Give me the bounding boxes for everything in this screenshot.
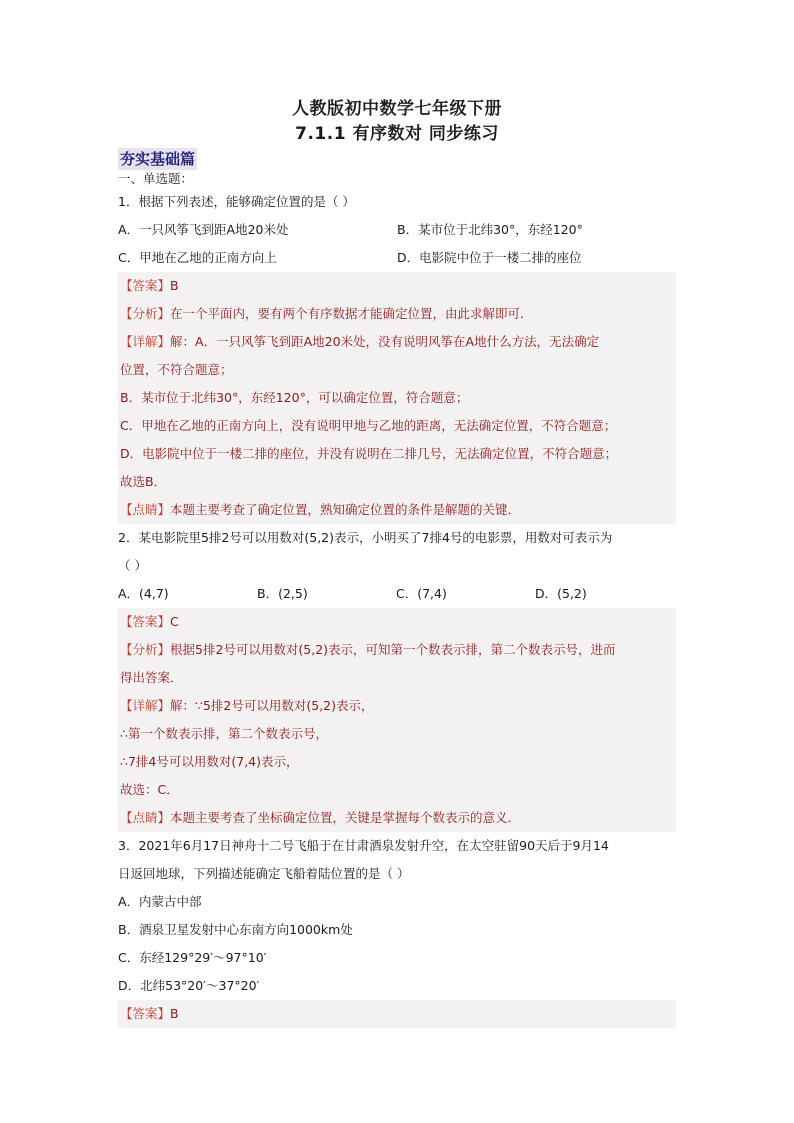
comment-text: 本题主要考查了确定位置，熟知确定位置的条件是解题的关键． <box>170 502 521 517</box>
option-c: C．(7,4) <box>396 586 447 601</box>
detail-tag: 【详解】 <box>120 698 171 713</box>
analysis-text: 根据5排2号可以用数对(5,2)表示，可知第一个数表示排，第二个数表示号，进而 <box>170 642 616 657</box>
answer-value: B <box>170 278 179 293</box>
analysis-text: 在一个平面内，要有两个有序数据才能确定位置，由此求解即可． <box>170 306 533 321</box>
answer-tag: 【答案】 <box>120 278 171 293</box>
analysis-text-cont: 得出答案． <box>120 670 183 685</box>
detail-line: 故选：C． <box>120 782 179 797</box>
detail-tag: 【详解】 <box>120 334 171 349</box>
question-1-solution <box>118 272 676 524</box>
option-b: B．酒泉卫星发射中心东南方向1000km处 <box>118 922 353 937</box>
detail-line: 解：A．一只风筝飞到距A地20米处，没有说明风筝在A地什么方法，无法确定 <box>170 334 600 349</box>
answer-value: C <box>170 614 179 629</box>
detail-line: 解：∵5排2号可以用数对(5,2)表示， <box>170 698 374 713</box>
question-3-stem-cont: 日返回地球，下列描述能确定飞船着陆位置的是（ ） <box>118 866 410 881</box>
detail-line: 位置，不符合题意； <box>120 362 233 377</box>
option-b: B．(2,5) <box>257 586 308 601</box>
document-title: 人教版初中数学七年级下册 <box>292 99 502 119</box>
option-d: D．电影院中位于一楼二排的座位 <box>397 250 582 265</box>
question-3-solution <box>118 1000 676 1028</box>
answer-tag: 【答案】 <box>120 1006 171 1021</box>
detail-line: C．甲地在乙地的正南方向上，没有说明甲地与乙地的距离，无法确定位置，不符合题意； <box>120 418 617 433</box>
part-heading: 一、单选题： <box>118 171 194 186</box>
option-a: A．一只风筝飞到距A地20米处 <box>118 222 289 237</box>
question-2-solution <box>118 608 676 832</box>
answer-tag: 【答案】 <box>120 614 171 629</box>
document-page <box>118 96 676 1028</box>
comment-tag: 【点睛】 <box>120 502 171 517</box>
option-a: A．(4,7) <box>118 586 169 601</box>
option-c: C．甲地在乙地的正南方向上 <box>118 250 277 265</box>
section-heading: 夯实基础篇 <box>120 150 196 168</box>
answer-value: B <box>170 1006 179 1021</box>
question-1-stem: 1．根据下列表述，能够确定位置的是（ ） <box>118 194 355 209</box>
detail-line: 故选B． <box>120 474 167 489</box>
comment-text: 本题主要考查了坐标确定位置，关键是掌握每个数表示的意义． <box>170 810 521 825</box>
option-b: B．某市位于北纬30°，东经120° <box>397 222 583 237</box>
question-1-options-row-1 <box>118 216 676 244</box>
detail-line: D．电影院中位于一楼二排的座位，并没有说明在二排几号，无法确定位置，不符合题意； <box>120 446 618 461</box>
analysis-tag: 【分析】 <box>120 642 171 657</box>
document-subtitle: 7.1.1 有序数对 同步练习 <box>295 124 499 144</box>
comment-tag: 【点睛】 <box>120 810 171 825</box>
question-3-stem: 3．2021年6月17日神舟十二号飞船于在甘肃酒泉发射升空，在太空驻留90天后于9月14 <box>118 838 609 853</box>
question-1-options-row-2 <box>118 244 676 272</box>
question-2-options <box>118 580 676 608</box>
question-2-stem: 2．某电影院里5排2号可以用数对(5,2)表示，小明买了7排4号的电影票，用数对可表示为 <box>118 530 613 545</box>
option-d: D．北纬53°20′～37°20′ <box>118 978 260 993</box>
detail-line: ∴7排4号可以用数对(7,4)表示， <box>120 754 299 769</box>
option-d: D．(5,2) <box>535 586 587 601</box>
analysis-tag: 【分析】 <box>120 306 171 321</box>
detail-line: B．某市位于北纬30°，东经120°，可以确定位置，符合题意； <box>120 390 469 405</box>
detail-line: ∴第一个数表示排，第二个数表示号， <box>120 726 328 741</box>
option-a: A．内蒙古中部 <box>118 894 202 909</box>
question-2-stem-cont: （ ） <box>118 558 147 573</box>
option-c: C．东经129°29′～97°10′ <box>118 950 267 965</box>
